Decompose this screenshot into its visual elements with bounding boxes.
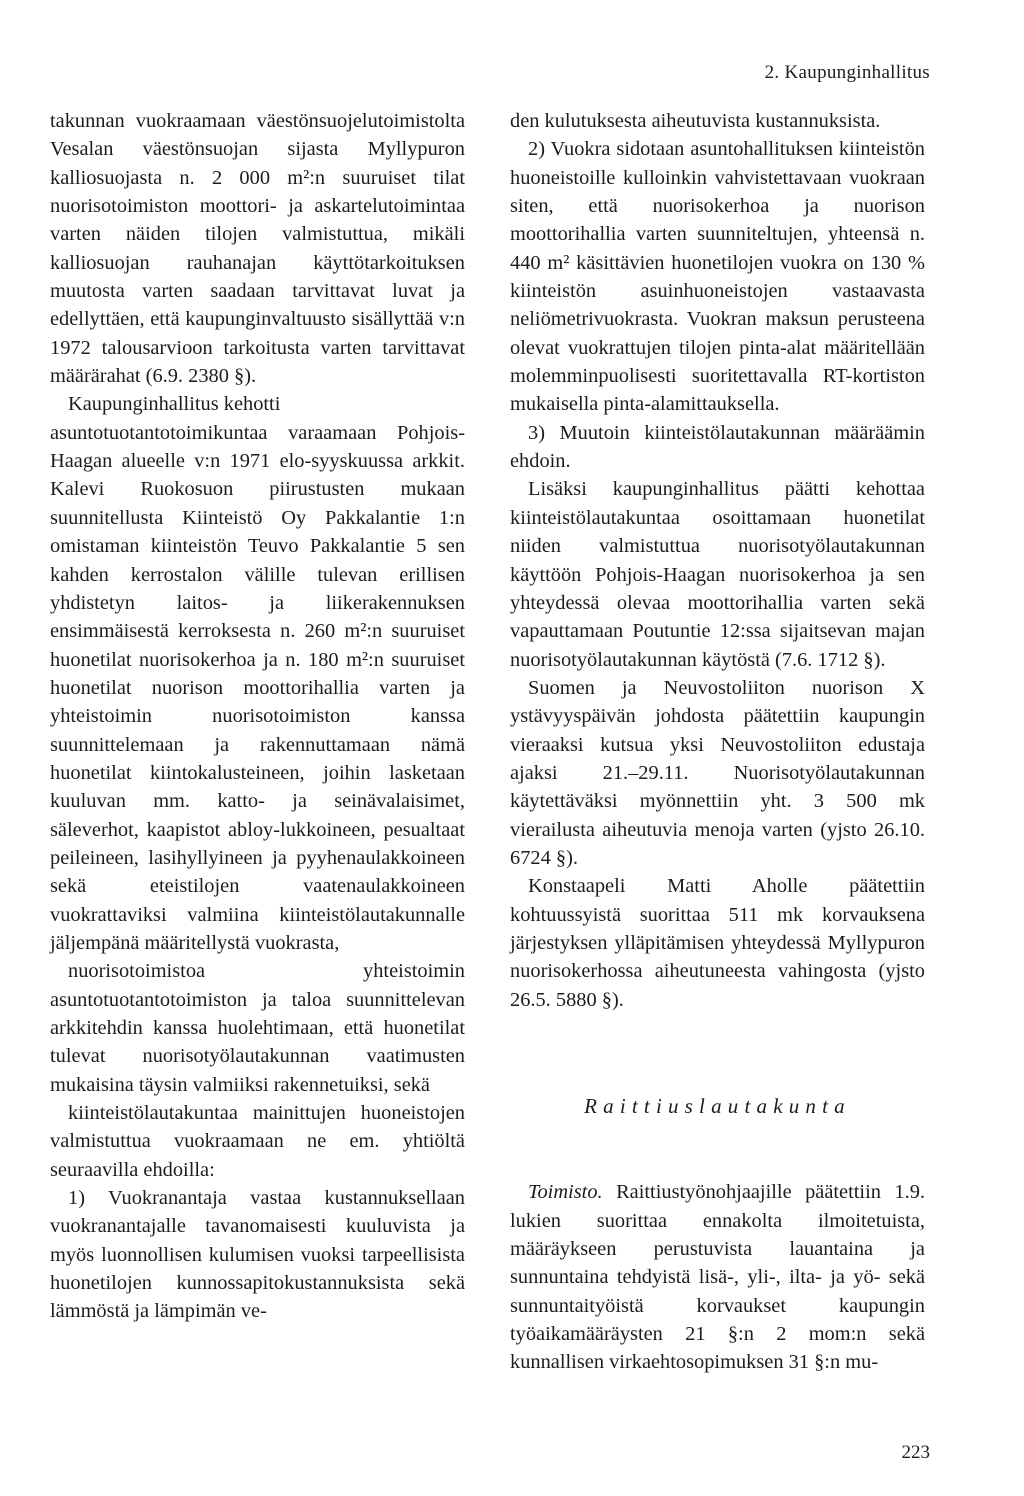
paragraph: Suomen ja Neuvostoliiton nuorison X ystävyyspäivän johdosta päätettiin kaupungin vieraaksi kutsua yksi Neuvostoliiton edustaja ajaksi 21.–29.11. Nuorisotyölautakunnan käytettäväksi myönnettiin yht. 3 500 mk vierailusta aiheutuvia menoja varten (yjsto 26.10. 6724 §).: [510, 676, 925, 869]
paragraph: den kulutuksesta aiheutuvista kustannuksista.: [510, 110, 881, 132]
section-paragraph: [510, 1178, 925, 1376]
paragraph: 3) Muutoin kiinteistölautakunnan määräämin ehdoin.: [510, 421, 925, 473]
right-column: [510, 107, 925, 1377]
running-head: 2. Kaupunginhallitus: [764, 62, 930, 83]
paragraph: 1) Vuokranantaja vastaa kustannuksellaan vuokranantajalle tavanomaisesti kuuluvista ja myös luonnollisen kulumisen vuoksi tarpeellisista huonetilojen kunnossapitokustannuksista sekä lämmöstä ja lämpimän ve-: [50, 1187, 465, 1323]
paragraph: nuorisotoimistoa yhteistoimin asuntotuotantotoimiston ja taloa suunnittelevan arkkitehdin kanssa huolehtimaan, että huonetilat tulevat nuorisotyölautakunnan vaatimusten mukaisina täysin valmiiksi rakennetuiksi, sekä: [50, 960, 465, 1096]
paragraph: takunnan vuokraamaan väestönsuojelutoimistolta Vesalan väestönsuojan sijasta Myllypuron kalliosuojasta n. 2 000 m²:n suuruiset tilat nuorisotoimiston moottori- ja askartelutoimintaa varten näiden tilojen valmistuttua, mikäli kalliosuojan rauhanajan käyttötarkoituksen muutosta varten saadaan tarvittavat luvat ja edellyttäen, että kaupunginvaltuusto sisällyttää v:n 1972 talousarvioon tarkoitusta varten tarvittavat määrärahat (6.9. 2380 §).: [50, 110, 465, 388]
paragraph: Kaupunginhallitus kehotti: [68, 393, 281, 416]
paragraph: asuntotuotantotoimikuntaa varaamaan Pohjois-Haagan alueelle v:n 1971 elo-syyskuussa arkkit. Kalevi Ruokosuon piirustusten mukaan suunnitellusta Kiinteistö Oy Pakkalantie 1:n omistaman kiinteistön Teuvo Pakkalantie 5 sen kahden kerrostalon välille tulevan erillisen yhdistetyn laitos- ja liikerakennuksen ensimmäisestä kerroksesta n. 260 m²:n suuruiset huonetilat nuorisokerhoa ja n. 180 m²:n suuruiset huonetilat nuorison moottorihallia varten ja yhteistoimin nuorisotoimiston kanssa suunnittelemaan ja rakennuttamaan nämä huonetilat kiintokalusteineen, joihin lasketaan kuuluvan mm. katto- ja seinävalaisimet, säleverhot, kaapistot abloy-lukkoineen, pesualtaat peileineen, lasihyllyineen ja pyyhenaulakkoineen sekä eteistilojen vaatenaulakkoineen vuokrattaviksi valmiina kiinteistölautakunnalle jäljempänä määritellystä vuokrasta,: [50, 421, 465, 954]
paragraph: kiinteistölautakuntaa mainittujen huoneistojen valmistuttua vuokraamaan ne em. yhtiöltä seuraavilla ehdoilla:: [50, 1102, 465, 1181]
section-title: Raittiuslautakunta: [584, 1094, 851, 1118]
section-text: Raittiustyönohjaajille päätettiin 1.9. lukien suorittaa ennakolta ilmoitetuista, määräykseen perustuvista lauantaina ja sunnuntaina tehdyistä lisä-, yli-, ilta- ja yö- sekä sunnuntaityöistä korvaukset kaupungin työaikamääräysten 21 §:n 2 mom:n sekä kunnallisen virkaehtosopimuksen 31 §:n mu-: [510, 1181, 925, 1374]
paragraph: Lisäksi kaupunginhallitus päätti kehottaa kiinteistölautakuntaa osoittamaan huonetilat niiden valmistuttua nuorisotyölautakunnan käyttöön Pohjois-Haagan nuorisokerhoa ja sen yhteydessä olevaa moottorihallia varten sekä vapauttamaan Poutuntie 12:ssa sijaitsevan majan nuorisotyölautakunnan käytöstä (7.6. 1712 §).: [510, 478, 925, 671]
paragraph: 2) Vuokra sidotaan asuntohallituksen kiinteistön huoneistoille kulloinkin vahvistettavaan vuokraan siten, että nuorisokerhoa ja nuorison moottorihallia varten suunniteltujen, yhteensä n. 440 m² käsittävien huonetilojen vuokra on 130 % kiinteistön asuinhuoneistojen vastaavasta neliömetrivuokrasta. Vuokran maksun perusteena olevat vuokrattujen tilojen pinta-alat määritellään molemminpuolisesti suoritettavalla RT-kortiston mukaisella pinta-alamittauksella.: [510, 138, 925, 416]
page-number: 223: [901, 1442, 930, 1463]
paragraph: Konstaapeli Matti Aholle päätettiin kohtuussyistä suorittaa 511 mk korvauksena järjestyksen ylläpitämisen yhteydessä Myllypuron nuorisokerhossa aiheutuneesta vahingosta (yjsto 26.5. 5880 §).: [510, 875, 925, 1011]
section-lead: Toimisto.: [528, 1181, 603, 1204]
left-column: [50, 107, 465, 1326]
